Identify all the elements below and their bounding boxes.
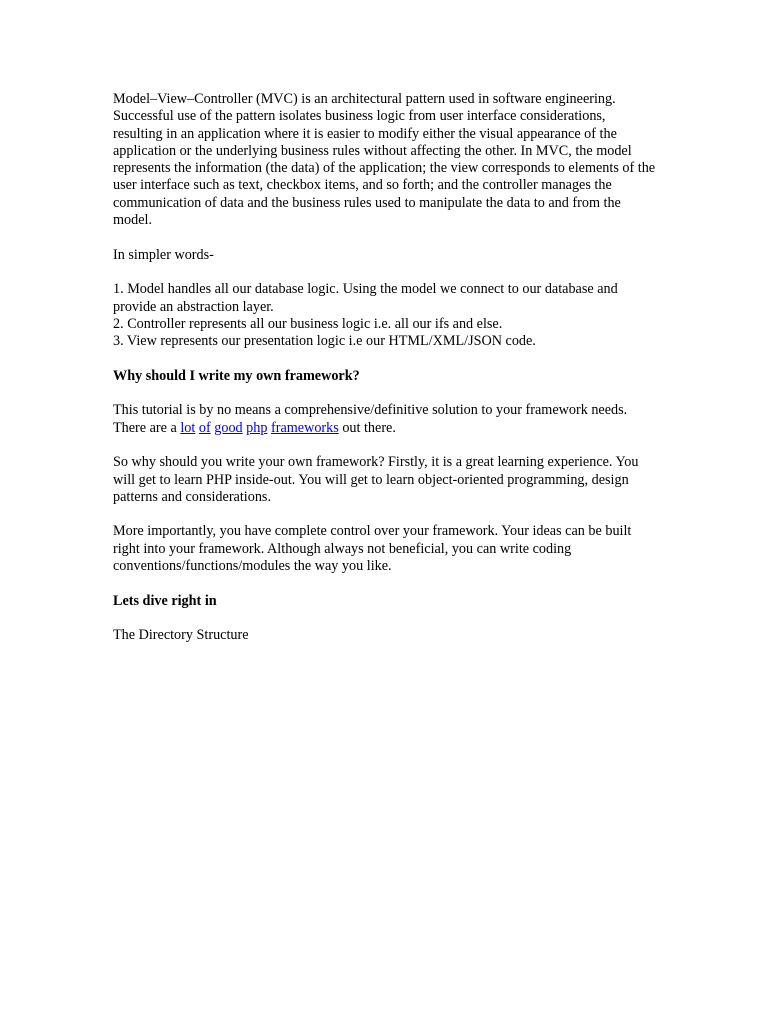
- intro-paragraph: Model–View–Controller (MVC) is an architectural pattern used in software engineering. Successful use of the pattern isolates business logic from user interface considerations, resulting in an application where it is easier to modify either the visual appearance of the application or the underlying business rules without affecting the other. In MVC, the model represents the information (the data) of the application; the view corresponds to elements of the user interface such as text, checkbox items, and so forth; and the controller manages the communication of data and the business rules used to manipulate the data to and from the model.: [113, 91, 656, 229]
- control-paragraph: More importantly, you have complete control over your framework. Your ideas can be built right into your framework. Although always not beneficial, you can write coding conventions/functions/modules the way you like.: [113, 523, 632, 575]
- link-php[interactable]: php: [246, 419, 268, 436]
- document-body: [113, 91, 658, 662]
- tutorial-text-start: This tutorial is by no means a comprehensive/definitive solution to your framework needs. There are a: [113, 402, 628, 436]
- directory-structure-text: The Directory Structure: [113, 627, 249, 644]
- link-frameworks[interactable]: frameworks: [271, 419, 339, 436]
- list-item-view: 3. View represents our presentation logic i.e our HTML/XML/JSON code.: [113, 333, 536, 350]
- list-item-controller: 2. Controller represents all our business logic i.e. all our ifs and else.: [113, 315, 503, 332]
- simpler-words-paragraph: In simpler words-: [113, 246, 214, 263]
- tutorial-paragraph: [113, 402, 658, 437]
- link-lot[interactable]: lot: [180, 419, 196, 436]
- list-item-model: 1. Model handles all our database logic. Using the model we connect to our database and provide an abstraction layer.: [113, 281, 618, 315]
- link-good[interactable]: good: [214, 419, 243, 436]
- why-paragraph: So why should you write your own framework? Firstly, it is a great learning experience. You will get to learn PHP inside-out. You will get to learn object-oriented programming, design patterns and considerations.: [113, 454, 639, 505]
- heading-why-framework: Why should I write my own framework?: [113, 367, 360, 384]
- link-of[interactable]: of: [198, 419, 211, 436]
- heading-dive-in: Lets dive right in: [113, 592, 217, 609]
- tutorial-text-end: out there.: [338, 419, 396, 436]
